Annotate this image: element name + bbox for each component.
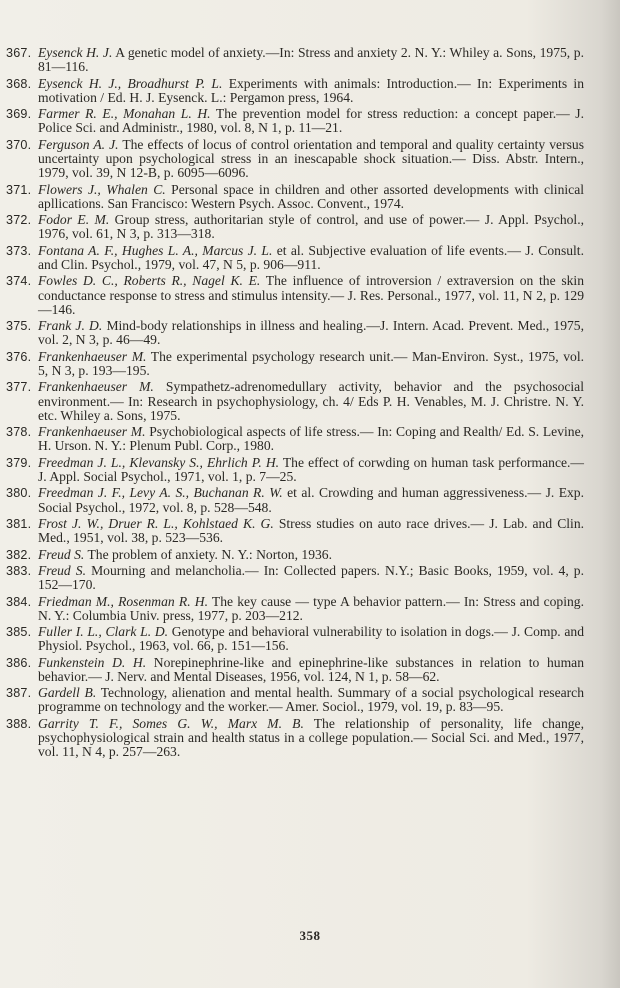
reference-authors: Fontana A. F., Hughes L. A., Marcus J. L.: [38, 242, 273, 258]
reference-text: The relationship of personality, life change, psychophysiological strain and health status in a college population.— Social Sci. and Med., 1977, vol. 11, N 4, p. 257—263.: [38, 715, 584, 760]
reference-number: 385.: [6, 625, 32, 640]
reference-entry: [6, 517, 584, 545]
reference-entry: [6, 595, 584, 623]
reference-text: Norepinephrine-like and epinephrine-like substances in relation to human behavior.— J. Nerv. and Mental Diseases, 1956, vol. 124, N 1, p. 58—62.: [38, 654, 584, 684]
reference-text: Sympathetz-adrenomedullary activity, behavior and the psychosocial environment.— In: Research in psychophysiology, ch. 4/ Eds P. H. Venables, M. J. Christre. N. Y. etc. Whiley a. Sons, 1975.: [38, 379, 584, 423]
reference-body: [38, 183, 584, 211]
reference-entry: [6, 46, 584, 74]
reference-number: 370.: [6, 137, 32, 152]
reference-body: [38, 456, 584, 484]
reference-body: [38, 274, 584, 317]
reference-body: [38, 244, 584, 272]
reference-entry: [6, 686, 584, 714]
reference-entry: [6, 350, 584, 378]
reference-text: The influence of introversion / extraversion on the skin conductance response to stress and stimulus intensity.— J. Res. Personal., 1977, vol. 11, N 2, p. 129—146.: [38, 273, 584, 317]
reference-number: 380.: [6, 486, 32, 501]
reference-authors: Eysenck H. J.: [38, 45, 113, 60]
reference-number: 384.: [6, 594, 32, 609]
reference-number: 376.: [6, 349, 32, 364]
reference-body: [38, 380, 584, 423]
reference-number: 377.: [6, 380, 32, 395]
reference-number: 382.: [6, 547, 32, 562]
reference-body: [38, 656, 584, 684]
reference-body: [38, 486, 584, 514]
reference-text: Stress studies on auto race drives.— J. Lab. and Clin. Med., 1951, vol. 38, p. 523—536.: [38, 515, 585, 546]
reference-entry: [6, 717, 584, 760]
reference-number: 373.: [6, 243, 32, 258]
reference-authors: Frankenhaeuser M.: [38, 424, 146, 440]
reference-authors: Gardell B.: [38, 685, 97, 701]
reference-text: The prevention model for stress reduction: a concept paper.— J. Police Sci. and Administr., 1980, vol. 8, N 1, p. 11—21.: [38, 106, 584, 136]
reference-authors: Fodor E. M.: [38, 212, 110, 228]
reference-body: [38, 350, 584, 378]
reference-entry: [6, 274, 584, 317]
reference-entry: [6, 77, 584, 105]
reference-number: 387.: [6, 686, 32, 701]
reference-body: [38, 138, 584, 181]
reference-entry: [6, 319, 584, 347]
reference-entry: [6, 486, 584, 514]
reference-entry: [6, 183, 584, 211]
reference-number: 388.: [6, 716, 32, 731]
reference-authors: Fowles D. C., Roberts R., Nagel K. E.: [38, 273, 261, 289]
reference-body: [38, 213, 584, 241]
reference-number: 386.: [6, 655, 32, 670]
reference-text: A genetic model of anxiety.—In: Stress and anxiety 2. N. Y.: Whiley a. Sons, 1975, p. 81—116.: [38, 45, 584, 75]
reference-entry: [6, 625, 584, 653]
reference-number: 367.: [6, 46, 32, 60]
reference-authors: Frank J. D.: [38, 318, 103, 334]
reference-number: 374.: [6, 274, 32, 289]
reference-text: The problem of anxiety. N. Y.: Norton, 1936.: [87, 546, 332, 562]
reference-authors: Freud S.: [38, 546, 85, 562]
reference-text: Technology, alienation and mental health. Summary of a social psychological research programme on technology and the worker.— Amer. Sociol., 1979, vol. 19, p. 83—95.: [38, 685, 584, 715]
reference-text: The effect of corwding on human task performance.— J. Appl. Social Psychol., 1971, vol. 1, p. 7—25.: [38, 454, 585, 484]
reference-entry: [6, 456, 584, 484]
reference-authors: Funkenstein D. H.: [38, 654, 147, 670]
reference-body: [38, 686, 584, 714]
reference-body: [38, 107, 584, 135]
reference-text: Psychobiological aspects of life stress.— In: Coping and Realth/ Ed. S. Levine, H. Urson. N. Y.: Plenum Publ. Corp., 1980.: [38, 424, 584, 454]
reference-entry: [6, 548, 584, 562]
reference-entry: [6, 656, 584, 684]
reference-number: 383.: [6, 563, 32, 578]
reference-authors: Frost J. W., Druer R. L., Kohlstaed K. G.: [38, 515, 274, 531]
reference-authors: Freedman J. L., Klevansky S., Ehrlich P. H.: [38, 454, 280, 470]
reference-authors: Eysenck H. J., Broadhurst P. L.: [38, 75, 223, 91]
reference-text: Mind-body relationships in illness and healing.—J. Intern. Acad. Prevent. Med., 1975, vol. 2, N 3, p. 46—49.: [38, 318, 584, 348]
reference-body: [38, 564, 584, 592]
reference-entry: [6, 213, 584, 241]
reference-text: The effects of locus of control orientation and temporal and quality certainty versus uncertainty upon psychological stress in an inescapable shock situation.— Diss. Abstr. Intern., 1979, vol. 39, N 12-B, p. 6095—6096.: [38, 136, 584, 181]
reference-body: [38, 625, 584, 653]
reference-text: Mourning and melancholia.— In: Collected papers. N.Y.; Basic Books, 1959, vol. 4, p. 152—170.: [38, 562, 585, 593]
reference-authors: Fuller I. L., Clark L. D.: [38, 624, 169, 640]
reference-authors: Freedman J. F., Levy A. S., Buchanan R. W.: [38, 485, 283, 501]
reference-authors: Frankenhaeuser M.: [38, 348, 147, 364]
reference-number: 381.: [6, 516, 32, 531]
reference-text: et al. Crowding and human aggressiveness.— J. Exp. Social Psychol., 1972, vol. 8, p. 528—548.: [38, 485, 584, 515]
reference-authors: Freud S.: [38, 562, 86, 578]
reference-body: [38, 425, 584, 453]
reference-entry: [6, 564, 584, 592]
reference-authors: Ferguson A. J.: [38, 136, 119, 152]
reference-number: 369.: [6, 107, 32, 122]
reference-body: [38, 77, 584, 105]
reference-number: 379.: [6, 455, 32, 470]
reference-authors: Farmer R. E., Monahan L. H.: [38, 106, 211, 122]
reference-body: [38, 717, 584, 760]
reference-text: The experimental psychology research unit.— Man-Environ. Syst., 1975, vol. 5, N 3, p. 193—195.: [38, 348, 584, 378]
reference-text: Genotype and behavioral vulnerability to isolation in dogs.— J. Comp. and Physiol. Psychol., 1963, vol. 66, p. 151—156.: [38, 624, 584, 654]
reference-number: 368.: [6, 76, 32, 91]
reference-entry: [6, 107, 584, 135]
page-number: 358: [299, 928, 321, 943]
reference-text: Group stress, authoritarian style of control, and use of power.— J. Appl. Psychol., 1976, vol. 61, N 3, p. 313—318.: [38, 212, 584, 242]
reference-authors: Friedman M., Rosenman R. H.: [38, 593, 208, 609]
reference-number: 372.: [6, 213, 32, 228]
reference-text: Experiments with animals: Introduction.— In: Experiments in motivation / Ed. H. J. Eysenck. L.: Pergamon press, 1964.: [38, 75, 584, 105]
reference-authors: Frankenhaeuser M.: [38, 379, 154, 395]
reference-body: [38, 517, 584, 545]
reference-body: [38, 595, 584, 623]
reference-authors: Flowers J., Whalen C.: [38, 181, 166, 197]
reference-entry: [6, 138, 584, 181]
reference-number: 375.: [6, 319, 32, 334]
reference-body: [38, 548, 584, 562]
reference-body: [38, 46, 584, 74]
reference-entry: [6, 425, 584, 453]
reference-text: et al. Subjective evaluation of life events.— J. Consult. and Clin. Psychol., 1979, vol. 47, N 5, p. 906—911.: [38, 242, 584, 272]
reference-number: 378.: [6, 425, 32, 440]
reference-number: 371.: [6, 182, 32, 197]
reference-entry: [6, 244, 584, 272]
reference-list: [6, 46, 584, 762]
reference-authors: Garrity T. F., Somes G. W., Marx M. B.: [38, 715, 304, 731]
reference-text: Personal space in children and other assorted developments with clinical apllications. San Francisco: Western Psych. Assoc. Convent., 1974.: [38, 181, 585, 211]
reference-entry: [6, 380, 584, 423]
reference-body: [38, 319, 584, 347]
reference-text: The key cause — type A behavior pattern.— In: Stress and coping. N. Y.: Columbia Univ. press, 1977, p. 203—212.: [38, 593, 584, 623]
